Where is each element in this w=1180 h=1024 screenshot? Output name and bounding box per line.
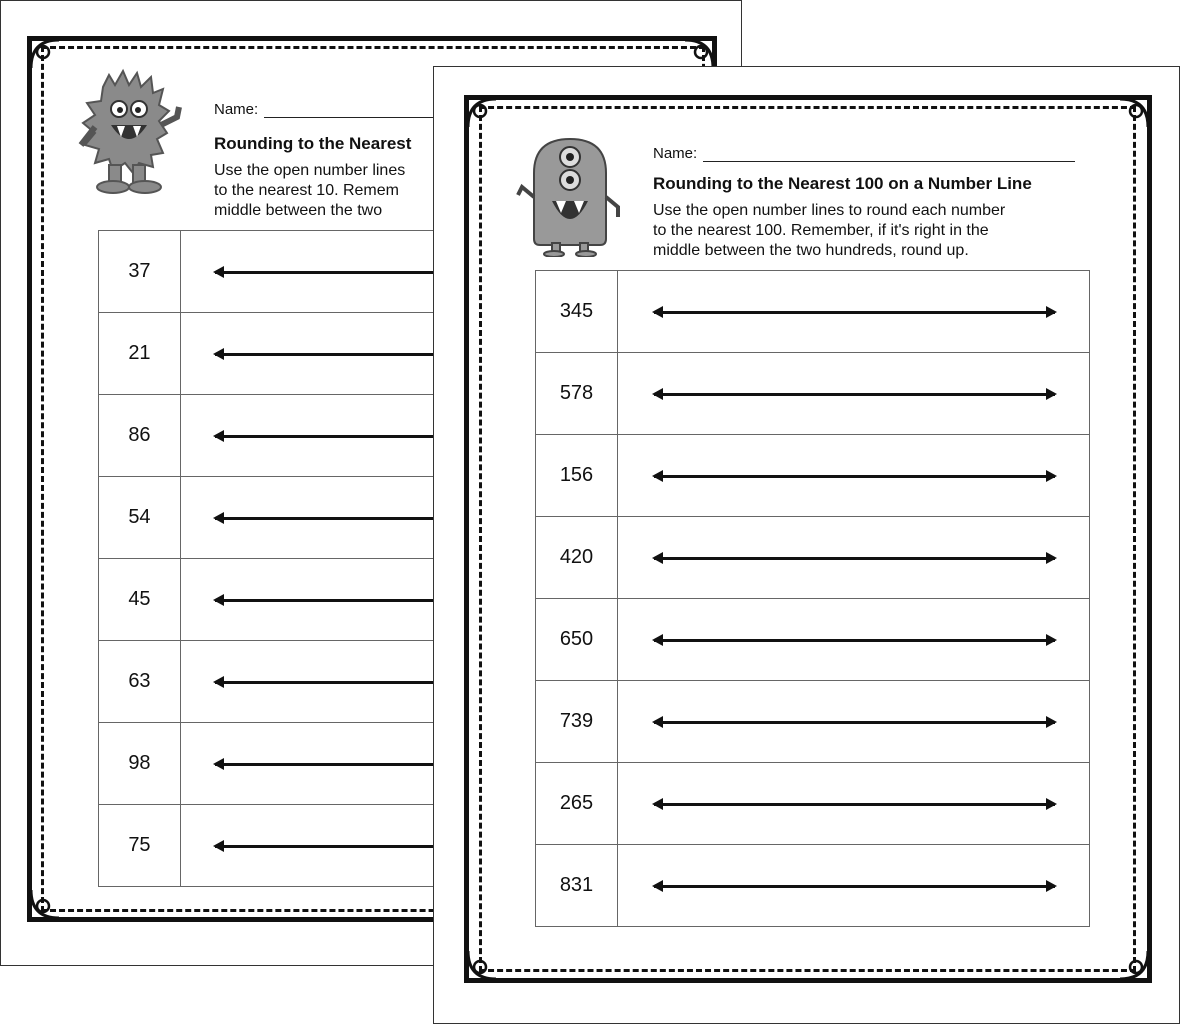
worksheet-title: Rounding to the Nearest 100 on a Number Line xyxy=(653,174,1032,193)
instruction-line: to the nearest 10. Remem xyxy=(214,182,399,199)
worksheet-instructions xyxy=(653,201,1005,261)
number-cell: 21 xyxy=(99,313,181,395)
number-cell: 578 xyxy=(536,353,618,435)
name-label: Name: xyxy=(214,101,259,118)
table-row xyxy=(536,681,1090,763)
number-cell: 37 xyxy=(99,231,181,313)
number-line-arrow[interactable] xyxy=(654,721,1055,724)
number-line-arrow[interactable] xyxy=(654,557,1055,560)
swirl-corner-icon xyxy=(29,38,73,82)
table-row xyxy=(536,435,1090,517)
table-row xyxy=(536,517,1090,599)
number-cell: 63 xyxy=(99,641,181,723)
number-line-arrow[interactable] xyxy=(654,475,1055,478)
instruction-line: Use the open number lines xyxy=(214,162,406,179)
number-cell: 265 xyxy=(536,763,618,845)
table-row xyxy=(536,271,1090,353)
table-row xyxy=(536,763,1090,845)
number-line-arrow[interactable] xyxy=(654,885,1055,888)
swirl-corner-icon xyxy=(466,937,510,981)
furry-monster-icon xyxy=(73,67,191,197)
number-cell: 650 xyxy=(536,599,618,681)
table-row xyxy=(536,353,1090,435)
swirl-corner-icon xyxy=(1106,937,1150,981)
number-line-arrow[interactable] xyxy=(654,393,1055,396)
swirl-corner-icon xyxy=(466,97,510,141)
worksheet-title: Rounding to the Nearest xyxy=(214,134,412,153)
instruction-line: middle between the two hundreds, round up. xyxy=(653,242,969,259)
number-cell: 739 xyxy=(536,681,618,763)
number-cell: 420 xyxy=(536,517,618,599)
number-line-arrow[interactable] xyxy=(654,639,1055,642)
number-table xyxy=(535,270,1090,927)
number-cell: 831 xyxy=(536,845,618,927)
number-cell: 54 xyxy=(99,477,181,559)
name-underline xyxy=(703,147,1075,162)
three-eyed-monster-icon xyxy=(514,133,626,257)
worksheet-instructions xyxy=(214,161,405,221)
instruction-line: Use the open number lines to round each number xyxy=(653,202,1006,219)
number-cell: 75 xyxy=(99,805,181,887)
front-worksheet xyxy=(433,66,1180,1024)
number-cell: 156 xyxy=(536,435,618,517)
table-row xyxy=(536,845,1090,927)
name-underline xyxy=(264,103,434,118)
swirl-corner-icon xyxy=(1106,97,1150,141)
instruction-line: middle between the two xyxy=(214,202,383,219)
name-field[interactable] xyxy=(214,101,434,118)
swirl-corner-icon xyxy=(29,876,73,920)
number-cell: 86 xyxy=(99,395,181,477)
instruction-line: to the nearest 100. Remember, if it's right in the xyxy=(653,222,989,239)
number-line-arrow[interactable] xyxy=(654,311,1055,314)
number-line-arrow[interactable] xyxy=(654,803,1055,806)
number-cell: 98 xyxy=(99,723,181,805)
name-label: Name: xyxy=(653,145,698,162)
number-cell: 45 xyxy=(99,559,181,641)
table-row xyxy=(536,599,1090,681)
number-cell: 345 xyxy=(536,271,618,353)
name-field[interactable] xyxy=(653,145,1075,162)
